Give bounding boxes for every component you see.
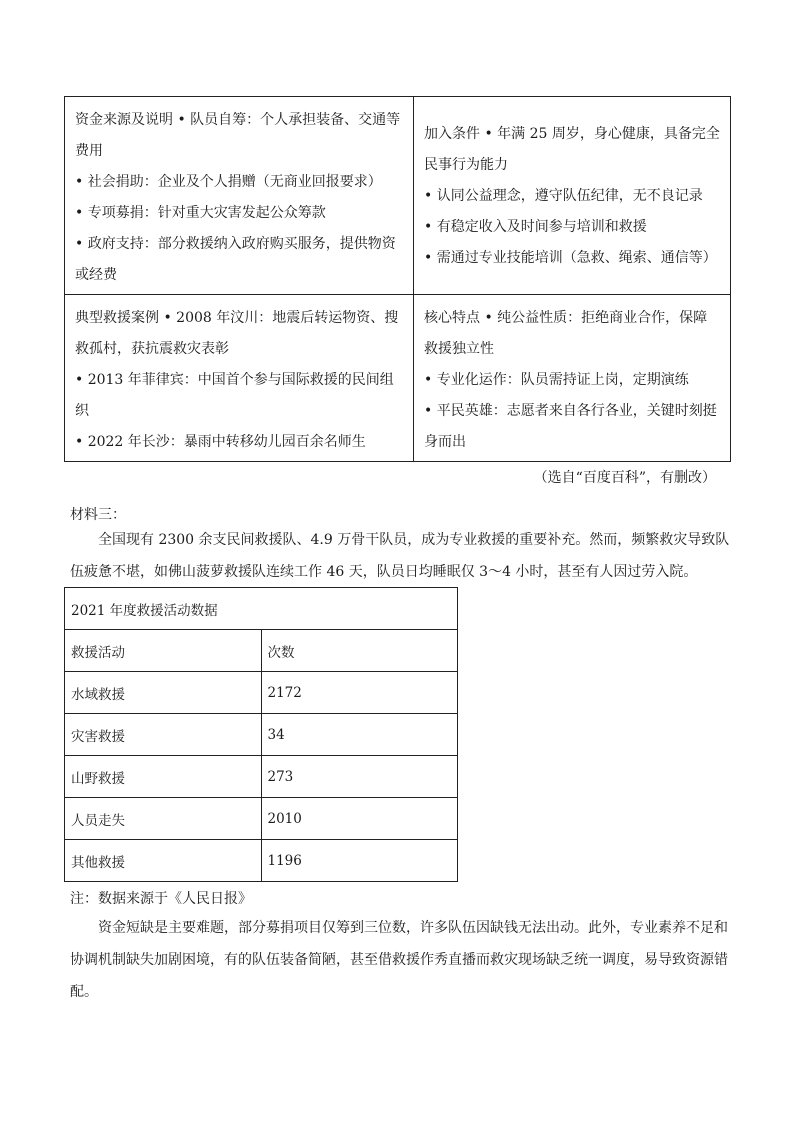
material-title: 材料三： [70,507,126,523]
count-cell: 273 [261,756,458,798]
table-row [65,840,458,882]
funding-item: • 专项募捐：针对重大灾害发起公众筹款 [75,205,326,221]
activity-cell: 水域救援 [65,672,262,714]
data-source-note: 注：数据来源于《人民日报》 [70,891,252,907]
count-cell: 1196 [261,840,458,882]
join-item: • 认同公益理念，遵守队伍纪律，无不良记录 [424,188,703,204]
cases-cell [65,295,414,462]
join-item: • 有稳定收入及时间参与培训和救援 [424,219,647,235]
stats-title-row [65,588,458,630]
count-cell: 34 [261,714,458,756]
activity-cell: 灾害救援 [65,714,262,756]
features-item: • 平民英雄：志愿者来自各行各业，关键时刻挺身而出 [424,403,717,450]
stats-header-row [65,630,458,672]
funding-cell [65,97,414,295]
funding-first: 资金来源及说明 • 队员自筹：个人承担装备、交通等费用 [75,112,401,159]
paragraph-1: 全国现有 2300 余支民间救援队、4.9 万骨干队员，成为专业救援的重要补充。然而，频繁救灾导致队伍疲惫不堪，如佛山菠萝救援队连续工作 46 天，队员日均睡眠仅 3～4 小时，甚至有人因过劳入院。 [70,532,730,580]
paragraph-2: 资金短缺是主要难题，部分募捐项目仅筹到三位数，许多队伍因缺钱无法出动。此外，专业素养不足和协调机制缺失加剧困境，有的队伍装备简陋，甚至借救援作秀直播而救灾现场缺乏统一调度，易导致资源错配。 [70,920,728,1000]
join-item: • 需通过专业技能培训（急救、绳索、通信等） [424,250,717,266]
count-cell: 2172 [261,672,458,714]
funding-item: • 政府支持：部分救援纳入政府购买服务，提供物资或经费 [75,236,396,283]
activity-cell: 其他救援 [65,840,262,882]
info-row-2 [65,295,731,462]
activity-cell: 人员走失 [65,798,262,840]
table-row [65,714,458,756]
cases-item: • 2022 年长沙：暴雨中转移幼儿园百余名师生 [75,434,366,450]
cases-item: • 2013 年菲律宾：中国首个参与国际救援的民间组织 [75,372,394,419]
stats-header-count: 次数 [261,630,458,672]
activity-cell: 山野救援 [65,756,262,798]
table-row [65,798,458,840]
cases-first: 典型救援案例 • 2008 年汶川：地震后转运物资、搜救孤村，获抗震救灾表彰 [75,310,399,357]
stats-header-activity: 救援活动 [65,630,262,672]
join-cell [414,97,731,295]
source-note: （选自“百度百科”，有删改） [533,470,716,486]
count-cell: 2010 [261,798,458,840]
features-first: 核心特点 • 纯公益性质：拒绝商业合作，保障救援独立性 [424,310,708,357]
table-row [65,672,458,714]
features-cell [414,295,731,462]
stats-title: 2021 年度救援活动数据 [65,588,458,630]
funding-item: • 社会捐助：企业及个人捐赠（无商业回报要求） [75,174,382,190]
join-first: 加入条件 • 年满 25 周岁，身心健康，具备完全民事行为能力 [424,126,720,173]
table-row [65,756,458,798]
info-table [64,96,731,462]
features-item: • 专业化运作：队员需持证上岗，定期演练 [424,372,689,388]
info-row-1 [65,97,731,295]
stats-table [64,587,458,882]
